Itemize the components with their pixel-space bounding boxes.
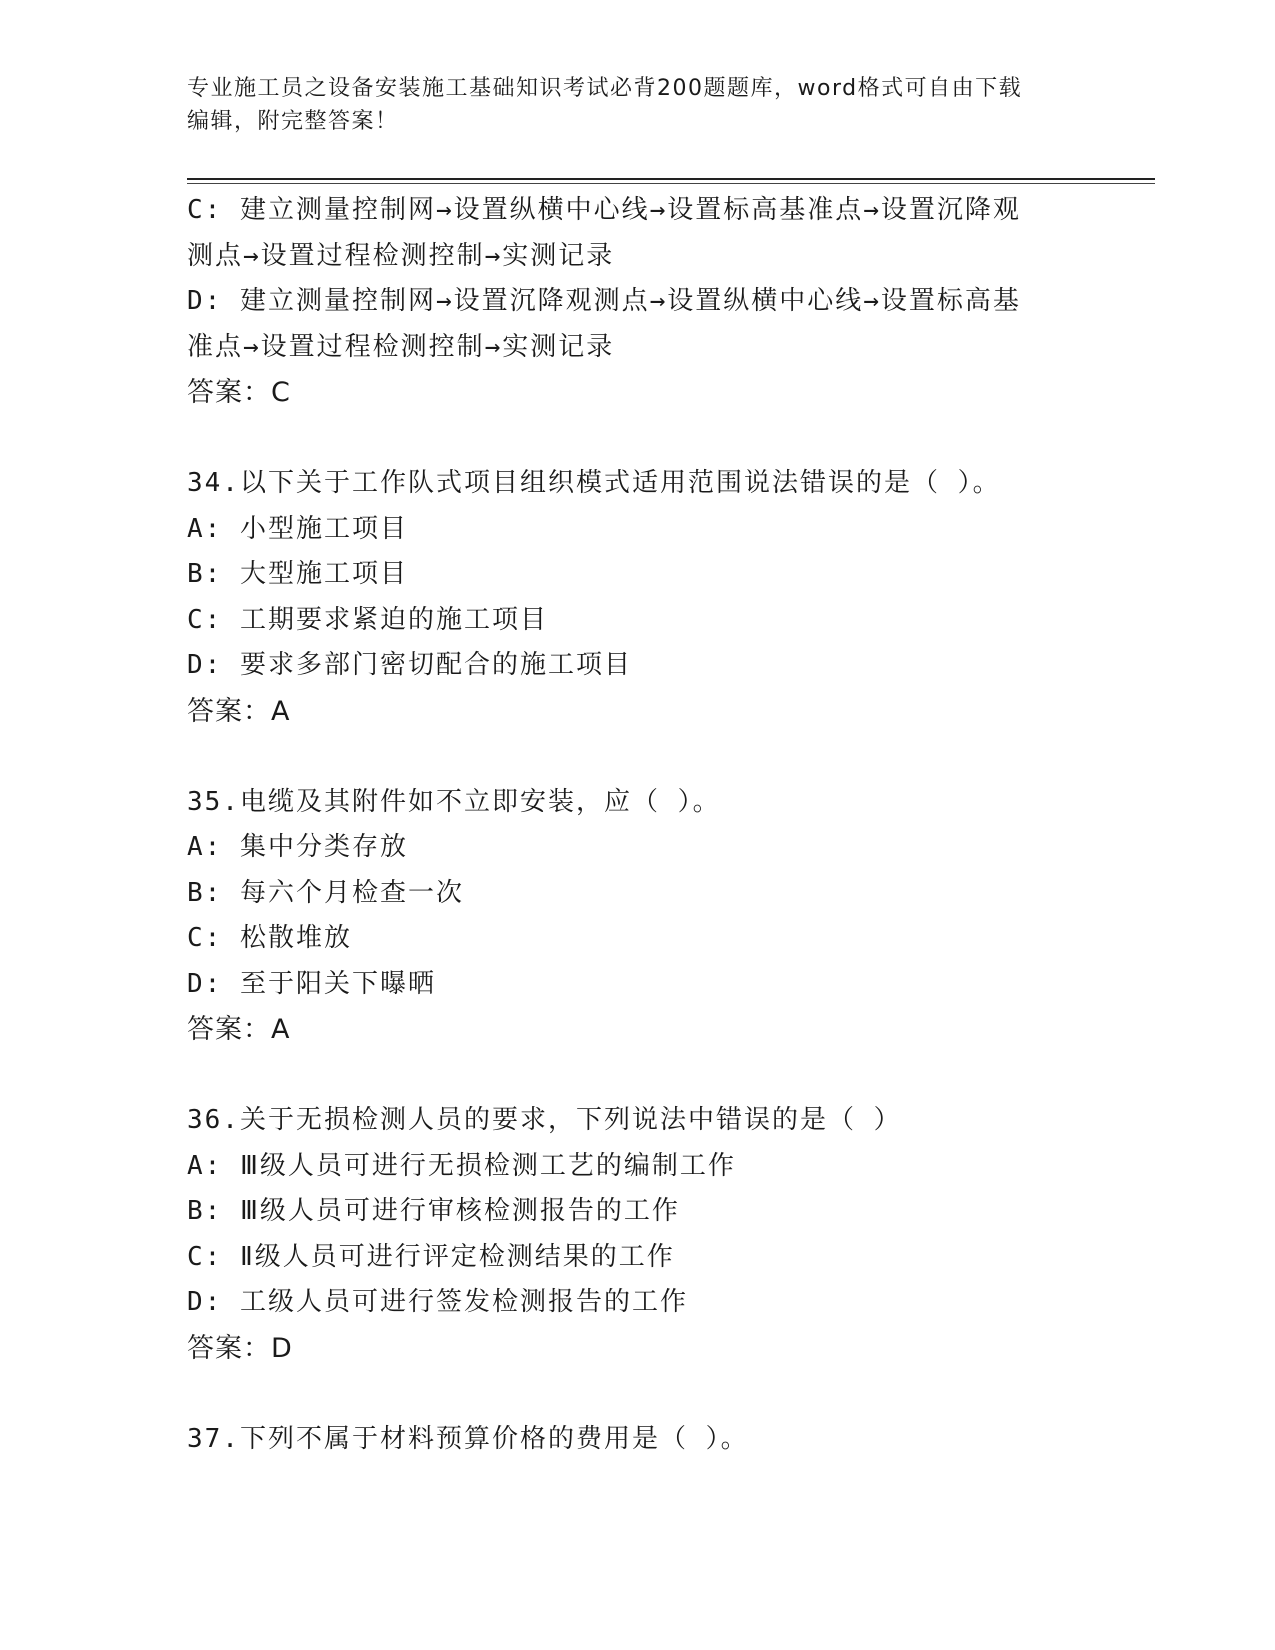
header-divider-thin [187,183,1155,184]
question-35-option-d: D: 至于阳关下曝晒 [187,968,436,999]
answer-34: 答案：A [187,695,291,727]
answer-35: 答案：A [187,1014,291,1045]
answer-33: 答案：C [187,377,291,408]
question-34-option-d: D: 要求多部门密切配合的施工项目 [187,650,632,680]
document-header [187,72,1067,138]
option-d-line-2: 准点→设置过程检测控制→实测记录 [187,331,615,362]
option-c-line-1: C: 建立测量控制网→设置纵横中心线→设置标高基准点→设置沉降观 [187,195,1021,225]
question-35-stem: 35.电缆及其附件如不立即安装，应（ ）。 [187,786,721,817]
answer-36: 答案：D [187,1332,293,1364]
question-36-option-b: B: Ⅲ级人员可进行审核检测报告的工作 [187,1196,680,1226]
question-35-option-a: A: 集中分类存放 [187,832,408,862]
question-content [187,188,1087,1462]
question-34-option-c: C: 工期要求紧迫的施工项目 [187,604,548,635]
question-35-option-c: C: 松散堆放 [187,923,352,953]
question-36-option-d: D: 工级人员可进行签发检测报告的工作 [187,1287,688,1317]
option-c-line-2: 测点→设置过程检测控制→实测记录 [187,240,615,271]
header-divider-thick [187,178,1155,180]
header-line-2: 编辑，附完整答案！ [187,109,399,134]
question-35-option-b: B: 每六个月检查一次 [187,877,464,908]
header-line-1: 专业施工员之设备安装施工基础知识考试必背200题题库，word格式可自由下载 [187,76,1023,101]
question-36-option-c: C: Ⅱ级人员可进行评定检测结果的工作 [187,1241,675,1272]
question-34-option-a: A: 小型施工项目 [187,513,408,544]
question-36-option-a: A: Ⅲ级人员可进行无损检测工艺的编制工作 [187,1150,736,1181]
question-36-stem: 36.关于无损检测人员的要求，下列说法中错误的是（ ） [187,1105,902,1135]
question-34-option-b: B: 大型施工项目 [187,559,408,589]
question-37-stem: 37.下列不属于材料预算价格的费用是（ ）。 [187,1423,749,1454]
question-34-stem: 34.以下关于工作队式项目组织模式适用范围说法错误的是（ ）。 [187,468,1001,498]
option-d-line-1: D: 建立测量控制网→设置沉降观测点→设置纵横中心线→设置标高基 [187,286,1021,316]
